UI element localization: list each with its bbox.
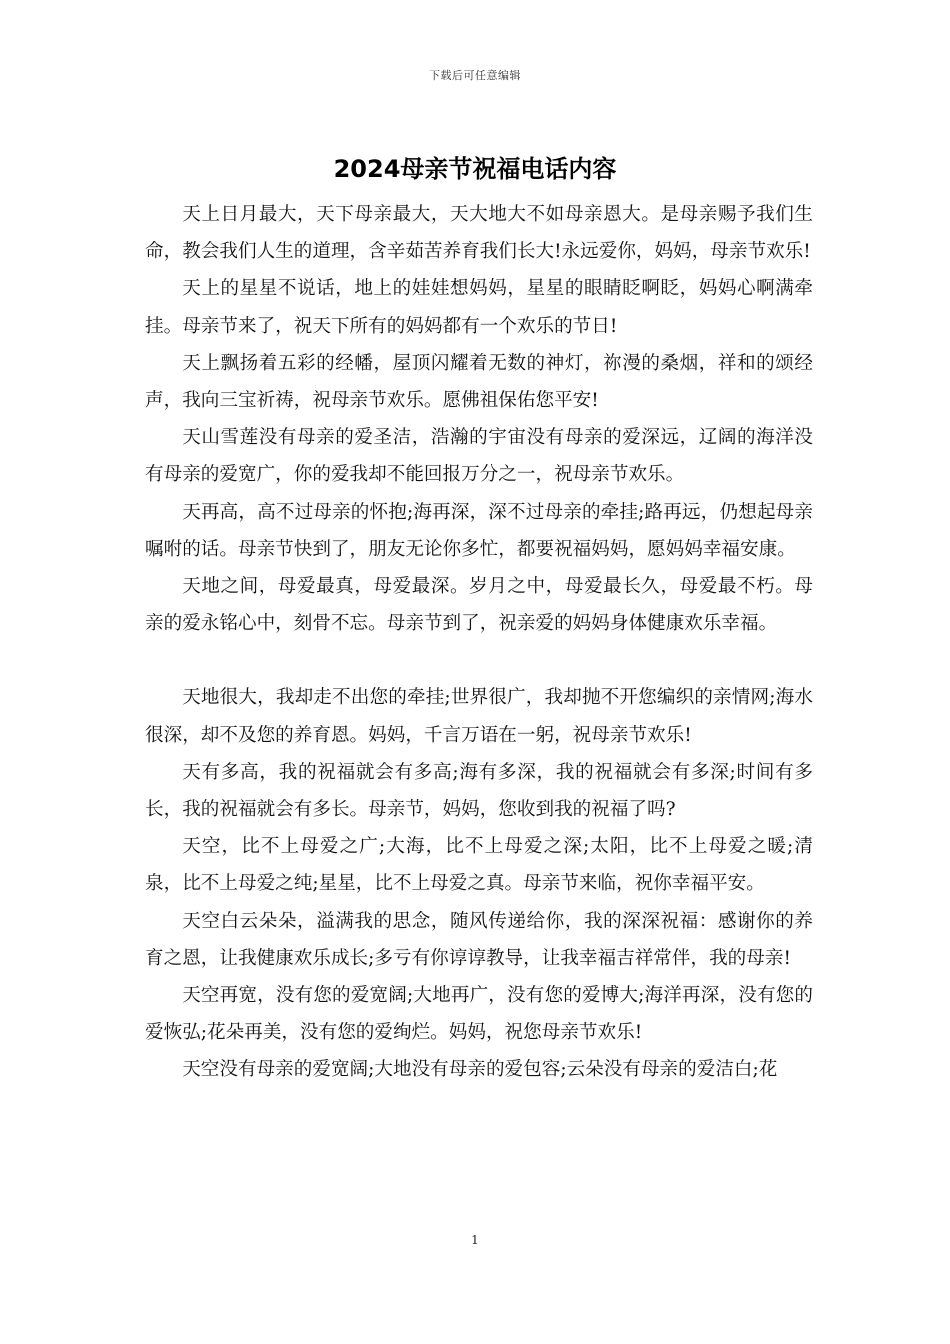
paragraph-10: 天空白云朵朵，溢满我的思念，随风传递给你，我的深深祝福：感谢你的养育之恩，让我健康欢乐成长;多亏有你谆谆教导，让我幸福吉祥常伴，我的母亲! <box>145 910 813 969</box>
paragraph-1: 天上日月最大，天下母亲最大，天大地大不如母亲恩大。是母亲赐予我们生命，教会我们人生的道理，含辛茹苦养育我们长大!永远爱你，妈妈，母亲节欢乐! <box>145 204 813 263</box>
header-note: 下载后可任意编辑 <box>429 69 521 82</box>
paragraph-4: 天山雪莲没有母亲的爱圣洁，浩瀚的宇宙没有母亲的爱深远，辽阔的海洋没有母亲的爱宽广，你的爱我却不能回报万分之一，祝母亲节欢乐。 <box>145 427 813 486</box>
paragraph-12: 天空没有母亲的爱宽阔;大地没有母亲的爱包容;云朵没有母亲的爱洁白;花 <box>182 1059 778 1081</box>
paragraph-2: 天上的星星不说话，地上的娃娃想妈妈，星星的眼睛眨啊眨，妈妈心啊满牵挂。母亲节来了，祝天下所有的妈妈都有一个欢乐的节日! <box>145 278 813 337</box>
paragraph-9: 天空，比不上母爱之广;大海，比不上母爱之深;太阳，比不上母爱之暖;清泉，比不上母爱之纯;星星，比不上母爱之真。母亲节来临，祝你幸福平安。 <box>145 836 813 895</box>
document-body <box>145 196 813 1089</box>
paragraph-5: 天再高，高不过母亲的怀抱;海再深，深不过母亲的牵挂;路再远，仍想起母亲嘱咐的话。母亲节快到了，朋友无论你多忙，都要祝福妈妈，愿妈妈幸福安康。 <box>145 501 813 560</box>
document-title: 2024母亲节祝福电话内容 <box>333 155 617 183</box>
paragraph-7: 天地很大，我却走不出您的牵挂;世界很广，我却抛不开您编织的亲情网;海水很深，却不及您的养育恩。妈妈，千言万语在一躬，祝母亲节欢乐! <box>145 687 813 746</box>
page-number: 1 <box>471 1233 479 1247</box>
paragraph-8: 天有多高，我的祝福就会有多高;海有多深，我的祝福就会有多深;时间有多长，我的祝福就会有多长。母亲节，妈妈，您收到我的祝福了吗? <box>145 761 813 821</box>
paragraph-11: 天空再宽，没有您的爱宽阔;大地再广，没有您的爱博大;海洋再深，没有您的爱恢弘;花朵再美，没有您的爱绚烂。妈妈，祝您母亲节欢乐! <box>145 985 813 1044</box>
paragraph-6: 天地之间，母爱最真，母爱最深。岁月之中，母爱最长久，母爱最不朽。母亲的爱永铭心中，刻骨不忘。母亲节到了，祝亲爱的妈妈身体健康欢乐幸福。 <box>145 576 813 635</box>
paragraph-3: 天上飘扬着五彩的经幡，屋顶闪耀着无数的神灯，祢漫的桑烟，祥和的颂经声，我向三宝祈祷，祝母亲节欢乐。愿佛祖保佑您平安! <box>145 352 813 412</box>
